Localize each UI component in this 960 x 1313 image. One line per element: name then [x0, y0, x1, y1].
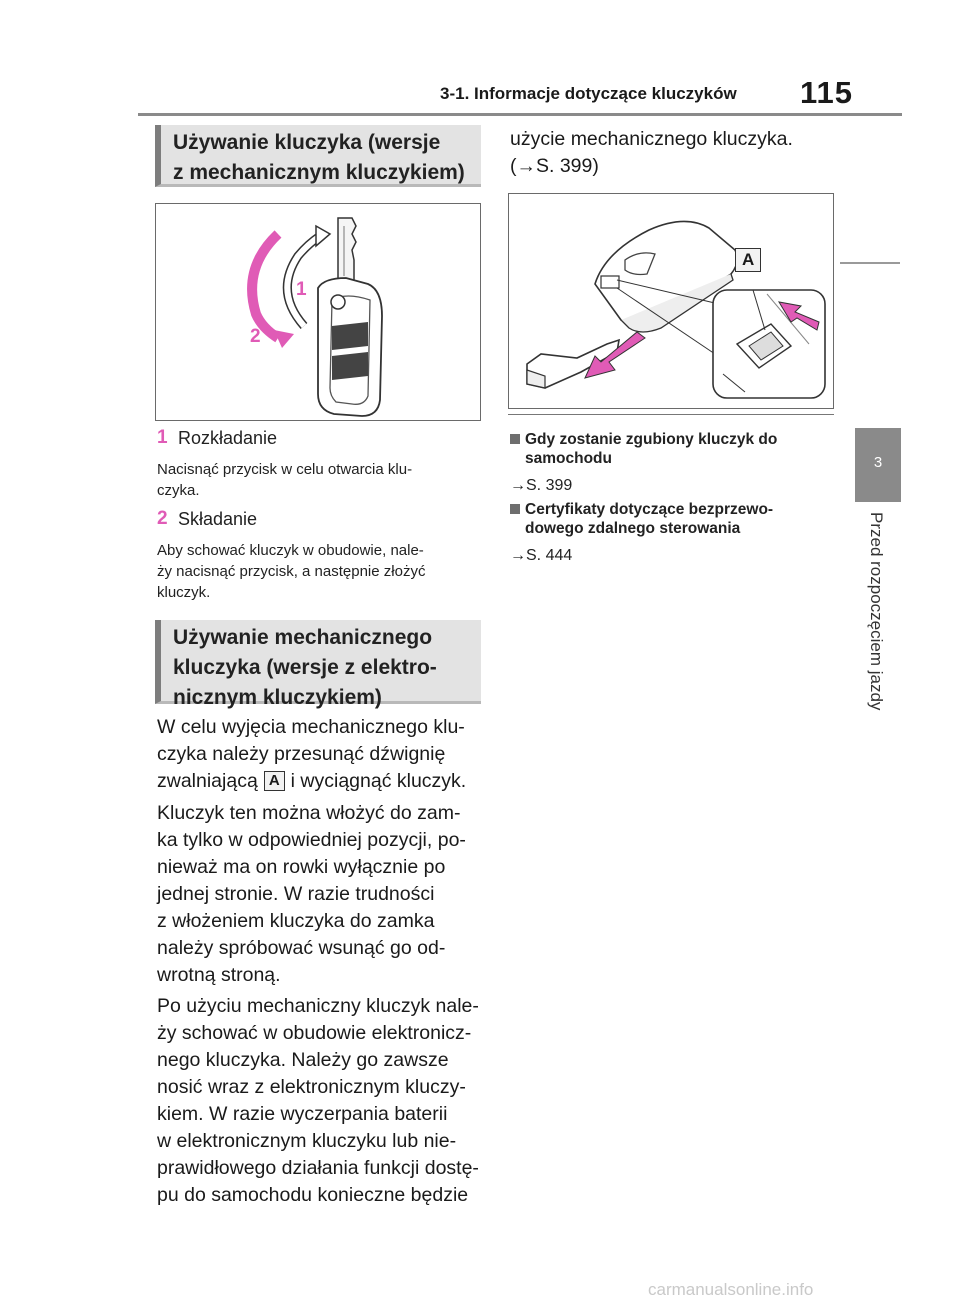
paragraph-remove-key [157, 714, 487, 795]
para-line: W celu wyjęcia mechanicznego klu- [157, 716, 465, 738]
heading-line: z mechanicznym kluczykiem) [173, 161, 465, 184]
electronic-key-illustration [509, 194, 835, 410]
folding-key-illustration [156, 204, 482, 422]
figure-label-fold: 2 [250, 326, 261, 347]
bullet-square-icon [510, 504, 520, 514]
step-description [157, 459, 482, 501]
header-rule [138, 113, 902, 116]
heading-line: Używanie mechanicznego [173, 626, 433, 649]
figure-electronic-key [508, 193, 834, 409]
para-line: należy spróbować wsunąć go od- [157, 937, 446, 959]
para-line: (→S. 399) [510, 155, 599, 177]
note-heading [525, 500, 825, 538]
figure-folding-key [155, 203, 481, 421]
para-line: ży schować w obudowie elektronicz- [157, 1022, 472, 1044]
paragraph-continuation [510, 126, 840, 180]
desc-line: ży nacisnąć przycisk, a następnie złożyć [157, 563, 426, 580]
figure-label-a: A [735, 248, 761, 272]
para-text: i wyciągnąć kluczyk. [290, 770, 467, 792]
para-line: czyka należy przesunąć dźwignię [157, 743, 446, 765]
bullet-square-icon [510, 434, 520, 444]
note-line: samochodu [525, 450, 612, 467]
figure-label-unfold: 1 [296, 279, 307, 300]
chapter-number: 3 [873, 454, 883, 471]
para-line: jednej stronie. W razie trudności [157, 883, 435, 905]
heading-line: kluczyka (wersje z elektro- [173, 656, 437, 679]
desc-line: Aby schować kluczyk w obudowie, nale- [157, 542, 424, 559]
section-heading-mechanical-key [155, 125, 481, 187]
desc-line: Nacisnąć przycisk w celu otwarcia klu- [157, 461, 413, 478]
heading-line: Używanie kluczyka (wersje [173, 131, 441, 154]
para-line: prawidłowego działania funkcji dostę- [157, 1157, 479, 1179]
para-line: kiem. W razie wyczerpania baterii [157, 1103, 448, 1125]
step-description [157, 540, 482, 603]
desc-line: czyka. [157, 482, 200, 499]
step-number: 1 [157, 427, 168, 448]
para-line: ka tylko w odpowiedniej pozycji, po- [157, 829, 466, 851]
para-line: nego kluczyka. Należy go zawsze [157, 1049, 449, 1071]
paragraph-insert-key [157, 800, 487, 989]
chapter-title: Przed rozpoczęciem jazdy [867, 512, 886, 711]
watermark: carmanualsonline.info [648, 1280, 814, 1299]
side-rule [840, 262, 900, 264]
section-title: 3-1. Informacje dotyczące kluczyków [440, 84, 737, 103]
note-line: dowego zdalnego sterowania [525, 520, 741, 537]
para-line: nosić wraz z elektronicznym kluczy- [157, 1076, 466, 1098]
para-line: w elektronicznym kluczyku lub nie- [157, 1130, 457, 1152]
para-line: pu do samochodu konieczne będzie [157, 1184, 469, 1206]
para-line: Po użyciu mechaniczny kluczyk nale- [157, 995, 479, 1017]
heading-line: nicznym kluczykiem) [173, 686, 382, 709]
para-line: nieważ ma on rowki wyłącznie po [157, 856, 446, 878]
note-line: Certyfikaty dotyczące bezprzewo- [525, 501, 774, 518]
para-line: z włożeniem kluczyka do zamka [157, 910, 435, 932]
label-badge-a: A [264, 771, 285, 791]
para-line: wrotną stroną. [157, 964, 281, 986]
step-label: Składanie [178, 509, 258, 529]
para-text: zwalniającą [157, 770, 258, 792]
page-reference-link[interactable]: →S. 444 [510, 547, 573, 564]
para-line [157, 768, 487, 795]
paragraph-store-key [157, 993, 487, 1209]
notes-divider [508, 414, 834, 415]
note-line: Gdy zostanie zgubiony kluczyk do [525, 431, 778, 448]
section-heading-electronic-key [155, 620, 481, 709]
page-number: 115 [800, 75, 854, 110]
para-line: Kluczyk ten można włożyć do zam- [157, 802, 461, 824]
para-line: użycie mechanicznego kluczyka. [510, 128, 793, 150]
step-number: 2 [157, 508, 168, 529]
desc-line: kluczyk. [157, 584, 211, 601]
page-reference-link[interactable]: →S. 399 [510, 477, 573, 494]
step-label: Rozkładanie [178, 428, 278, 448]
note-heading [525, 430, 825, 468]
